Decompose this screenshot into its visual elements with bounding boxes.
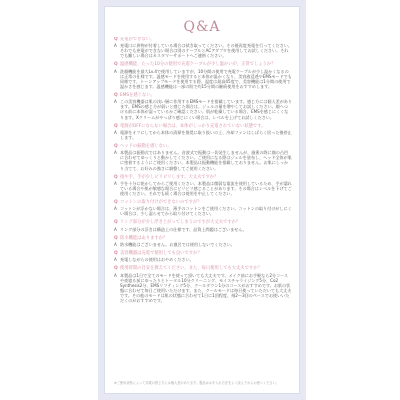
question-text: 指や手、手が少しピリピリします。大丈夫ですか？ [120,174,219,180]
question-row [114,62,292,67]
qa-item [114,220,292,231]
footnote: ※ご使用状態によって効果の感じ方には個人差があります。製品はお手入れ方法をよく読んでからお使いください。 [114,381,279,385]
question-row [114,200,292,205]
a-mark: A [114,99,117,105]
qa-item [114,175,292,196]
answer-text: リング部分の浮きは構造上の仕様です。品質上問題はございません。 [120,226,247,232]
answer-text: 洗顔機能を最大Lv.4で使用していますが、10分間の使用で充電ケーブルが少し温かくなるのは正常の仕様です。温感モードを使用すると本体が温かくなり、美容液浸透やEMSモードでも同様です。トーンアップモードを使用する際、温度は最高45度で、美容機能は1分間の使用で温かさを感じます。温感機能は一部の肌で約15分間の継続使用をおすすめします。 [120,68,292,89]
qa-item [114,251,292,262]
question-text: ヘッドの振動を感じない。 [120,144,172,150]
question-row [114,124,292,129]
answer-row [114,69,292,89]
q-mark: Q [114,174,118,180]
question-row [114,236,292,241]
q-mark: Q [114,93,118,99]
a-mark: A [114,68,117,74]
page-title: Q&A [183,19,221,35]
qa-item [114,200,292,216]
qa-item [114,266,292,303]
question-text: 充電ができない。 [120,37,155,42]
answer-text: コットンが浮かない場合は、薄手のコットンをご使用ください。コットンの取り付けがしにくい場合は、少し湿らせてから取り付けてください。 [120,206,292,217]
q-mark: Q [114,200,118,206]
a-mark: A [114,226,117,232]
a-mark: A [114,257,117,263]
answer-row [114,257,292,262]
qa-item [114,62,292,89]
q-mark: Q [114,220,118,226]
question-row [114,220,292,225]
question-row [114,144,292,149]
question-row [114,266,292,271]
a-mark: A [114,129,117,135]
answer-row [114,206,292,216]
a-mark: A [114,43,117,49]
question-text: 防水機能はありますか？ [120,235,168,241]
answer-text: 本製品は1日で全てのモードを使って頂いても大丈夫です。メイク前にお手軽なら2分コースや夜寝る前にゆったりとトータル10分クリーニング、モイスチャライジング5分、Co2 Synthesis2分、EMSリフティング5分、クールダウン1分のコースがおすすめです。お肌の状態に合わせて毎日ご使用いただけます。また、クールモードは毎日使っていただいても大丈夫です。その他のモードは肌の状態に合わせて1日に1回程度、週2〜3回のペースでお使いいただくのがおすすめです。 [120,272,292,304]
answer-row [114,227,292,232]
qa-item [114,124,292,140]
qa-card [104,6,300,394]
a-mark: A [114,180,117,186]
answer-row [114,43,292,58]
q-mark: Q [114,251,118,257]
q-mark: Q [114,62,118,68]
a-mark: A [114,150,117,156]
question-text: コットンの取り付けができないのですが？ [120,200,202,206]
question-row [114,93,292,98]
q-mark: Q [114,37,118,42]
q-mark: Q [114,235,118,241]
answer-row [114,130,292,140]
question-text: 美容機器は充電で使用しても良いですか？ [120,251,202,257]
answer-text: 電源をオフにしてから本体の清掃を推奨に取り扱いの上、冷却ファンはしばらく回った後停止します。 [120,129,292,140]
question-text: 温感機能、たった10分の使用で充電ケーブルが少し温かいが、正常でしょうか？ [120,62,276,68]
question-text: 使用時間の目安を教えてください。また、毎日使用しても大丈夫ですか？ [120,266,262,272]
qa-item [114,37,292,58]
answer-text: 充電しながらの使用はおやめください。 [120,257,194,263]
a-mark: A [114,241,117,247]
a-mark: A [114,206,117,212]
answer-text: 充電口に異物が付着している場合は拭き取ってください。その後再度充電を行ってください。それでも充電ができない場合は別のケーブルとACアダプタを使用してお試しください。それでも難しい場合はカスタマーサポートへご連絡ください。 [120,43,292,59]
question-text: EMSを感じない。 [120,93,155,99]
q-mark: Q [114,144,118,150]
answer-text: 手を十分に乾かしてからご使用ください。本製品は微弱な電流を使用しているため、手が濡れている場合や肌が敏感な場合にピリピリ感じることがあります。その場合はレベルを下げてご使用ください。それでも続く場合は使用を中止してください。 [120,180,292,196]
answer-text: 防水機能はございません。お風呂では使用しないでください。 [120,241,235,247]
question-text: 電源がOFFにならない場合は、本体がしっかり充電されていない状態です。 [120,123,266,129]
answer-row [114,242,292,247]
answer-text: 本製品は振動式ではありません。音波式で振動は一切発生しませんが、施術の際に顔の凸凹に合わせてゆっくりと動かしてください。ご使用になる際はジェルを塗布し、ヘッド全体が肌に密着するようにご使用ください。本製品は振動機能を搭載しておりません。お肌にしっかり当てて、お好みの強さに調整してご使用ください。 [120,150,292,171]
question-row [114,251,292,256]
answer-row [114,150,292,170]
qa-item [114,236,292,247]
question-text: リング部分が少し浮き上がってしまうのですが大丈夫ですか？ [120,220,241,226]
answer-text: この美容機器は肌の浅い層に作用するEMSモードを搭載しています。感じ方には個人差があります。EMSの感じ方が弱いと感じた場合は、ジェルの量を増やしてお試しください。顔へつける前に本体が湿っているかご確認ください。肌が乾燥している場合、EMSを感じにくくなります。Xクリームがやっぱり感じにくい場合は、レベルを上げてお試しください。 [120,99,292,120]
question-row [114,175,292,180]
answer-row [114,181,292,196]
q-mark: Q [114,266,118,272]
qa-list [114,37,292,373]
q-mark: Q [114,123,118,129]
qa-item [114,93,292,120]
a-mark: A [114,272,117,278]
qa-item [114,144,292,171]
answer-row [114,273,292,304]
answer-row [114,99,292,119]
question-row [114,37,292,42]
